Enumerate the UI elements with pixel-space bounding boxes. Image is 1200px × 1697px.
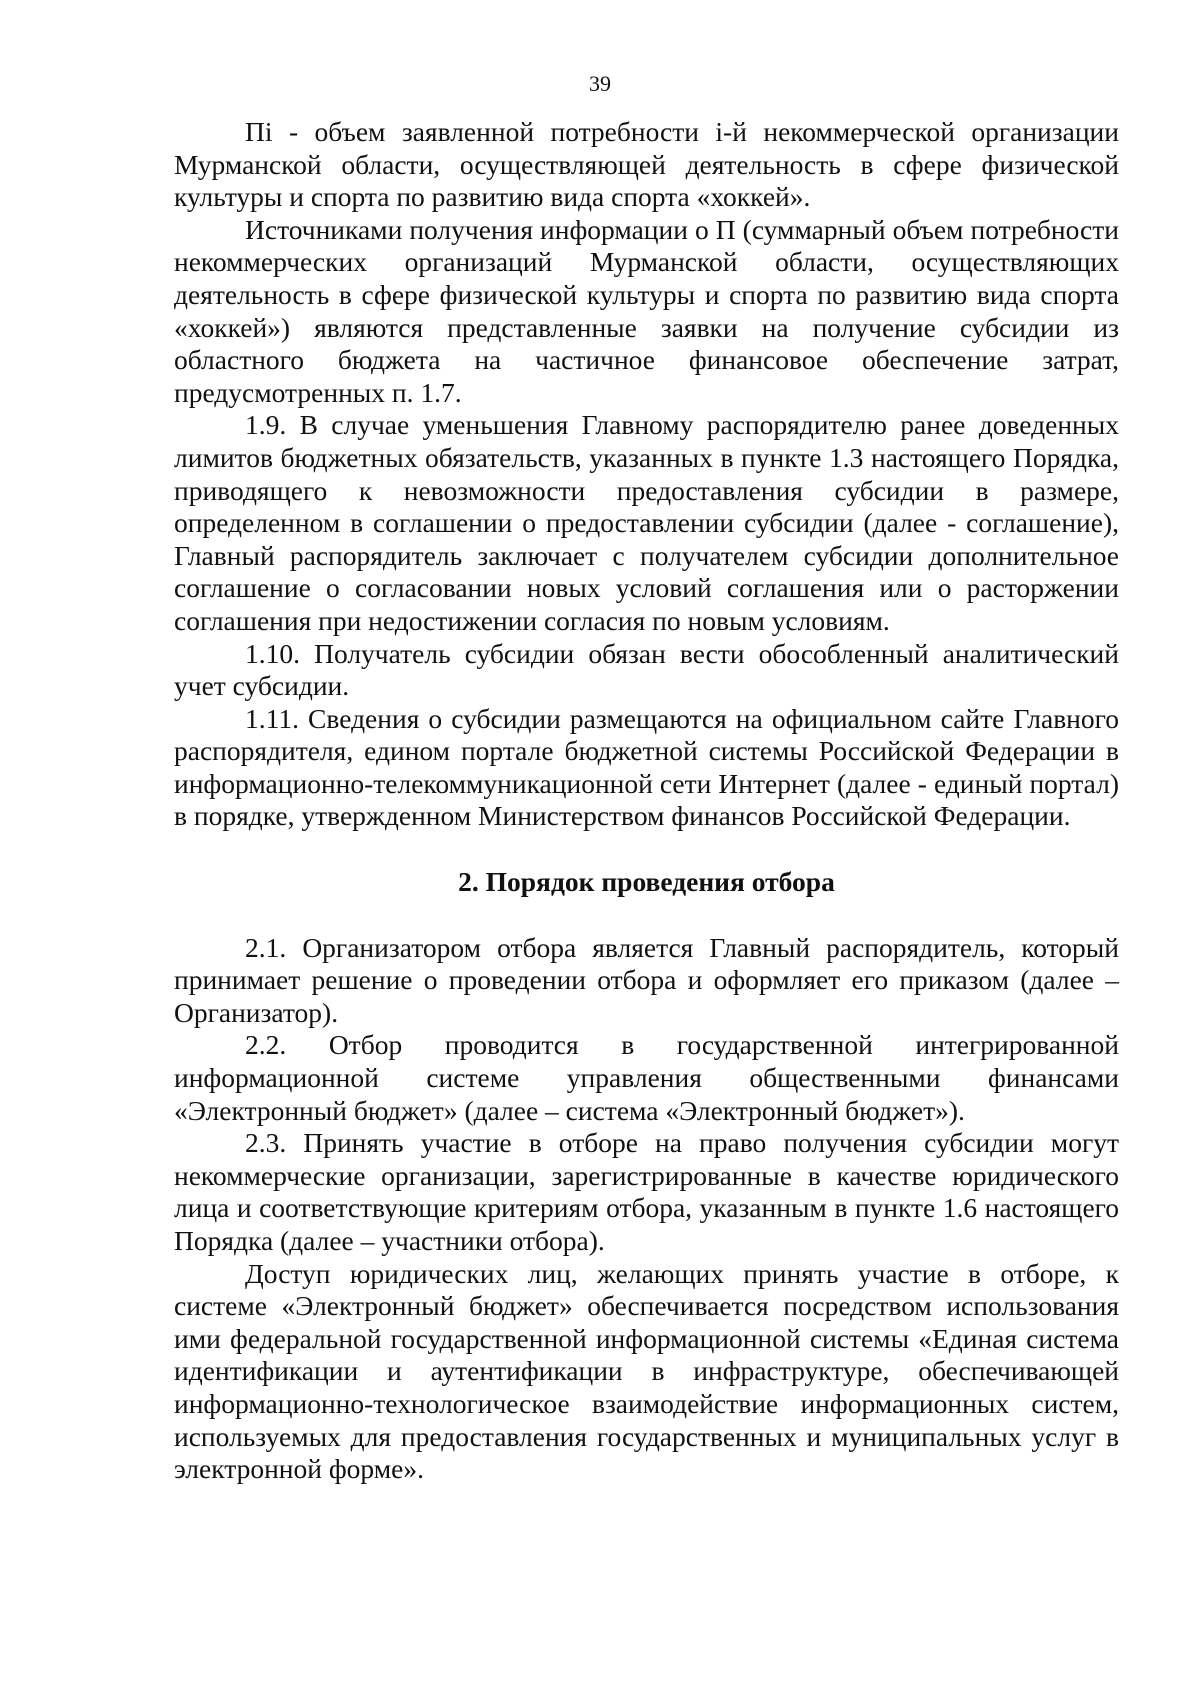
paragraph-pi-definition: Пi - объем заявленной потребности i-й некоммерческой организации Мурманской области, осуществляющей деятельность в сфере физической культуры и спорта по развитию вида спорта «хоккей». <box>174 116 1119 213</box>
paragraph-1-9: 1.9. В случае уменьшения Главному распорядителю ранее доведенных лимитов бюджетных обязательств, указанных в пункте 1.3 настоящего Порядка, приводящего к невозможности предоставления субсидии в размере, определенном в соглашении о предоставлении субсидии (далее - соглашение), Главный распорядитель заключает с получателем субсидии дополнительное соглашение о согласовании новых условий соглашения или о расторжении соглашения при недостижении согласия по новым условиям. <box>174 409 1119 636</box>
paragraph-1-11: 1.11. Сведения о субсидии размещаются на официальном сайте Главного распорядителя, едином портале бюджетной системы Российской Федерации в информационно-телекоммуникационной сети Интернет (далее - единый портал) в порядке, утвержденном Министерством финансов Российской Федерации. <box>174 702 1119 832</box>
paragraph-2-3: 2.3. Принять участие в отборе на право получения субсидии могут некоммерческие организации, зарегистрированные в качестве юридического лица и соответствующие критериям отбора, указанным в пункте 1.6 настоящего Порядка (далее – участники отбора). <box>174 1127 1119 1256</box>
paragraph-1-10: 1.10. Получатель субсидии обязан вести обособленный аналитический учет субсидии. <box>174 637 1119 702</box>
paragraph-access: Доступ юридических лиц, желающих принять участие в отборе, к системе «Электронный бюджет» обеспечивается посредством использования ими федеральной государственной информационной системы «Единая система идентификации и аутентификации в инфраструктуре, обеспечивающей информационно-технологическое взаимодействие информационных систем, используемых для предоставления государственных и муниципальных услуг в электронной форме». <box>174 1257 1119 1485</box>
page-number: 39 <box>589 71 611 96</box>
section-heading: 2. Порядок проведения отбора <box>458 866 835 898</box>
paragraph-2-2: 2.2. Отбор проводится в государственной интегрированной информационной системе управления общественными финансами «Электронный бюджет» (далее – система «Электронный бюджет»). <box>174 1029 1119 1126</box>
document-body <box>174 116 1119 1486</box>
paragraph-information-sources: Источниками получения информации о П (суммарный объем потребности некоммерческих организаций Мурманской области, осуществляющих деятельность в сфере физической культуры и спорта по развитию вида спорта «хоккей») являются представленные заявки на получение субсидии из областного бюджета на частичное финансовое обеспечение затрат, предусмотренных п. 1.7. <box>174 213 1119 408</box>
paragraph-2-1: 2.1. Организатором отбора является Главный распорядитель, который принимает решение о проведении отбора и оформляет его приказом (далее – Организатор). <box>174 931 1119 1028</box>
